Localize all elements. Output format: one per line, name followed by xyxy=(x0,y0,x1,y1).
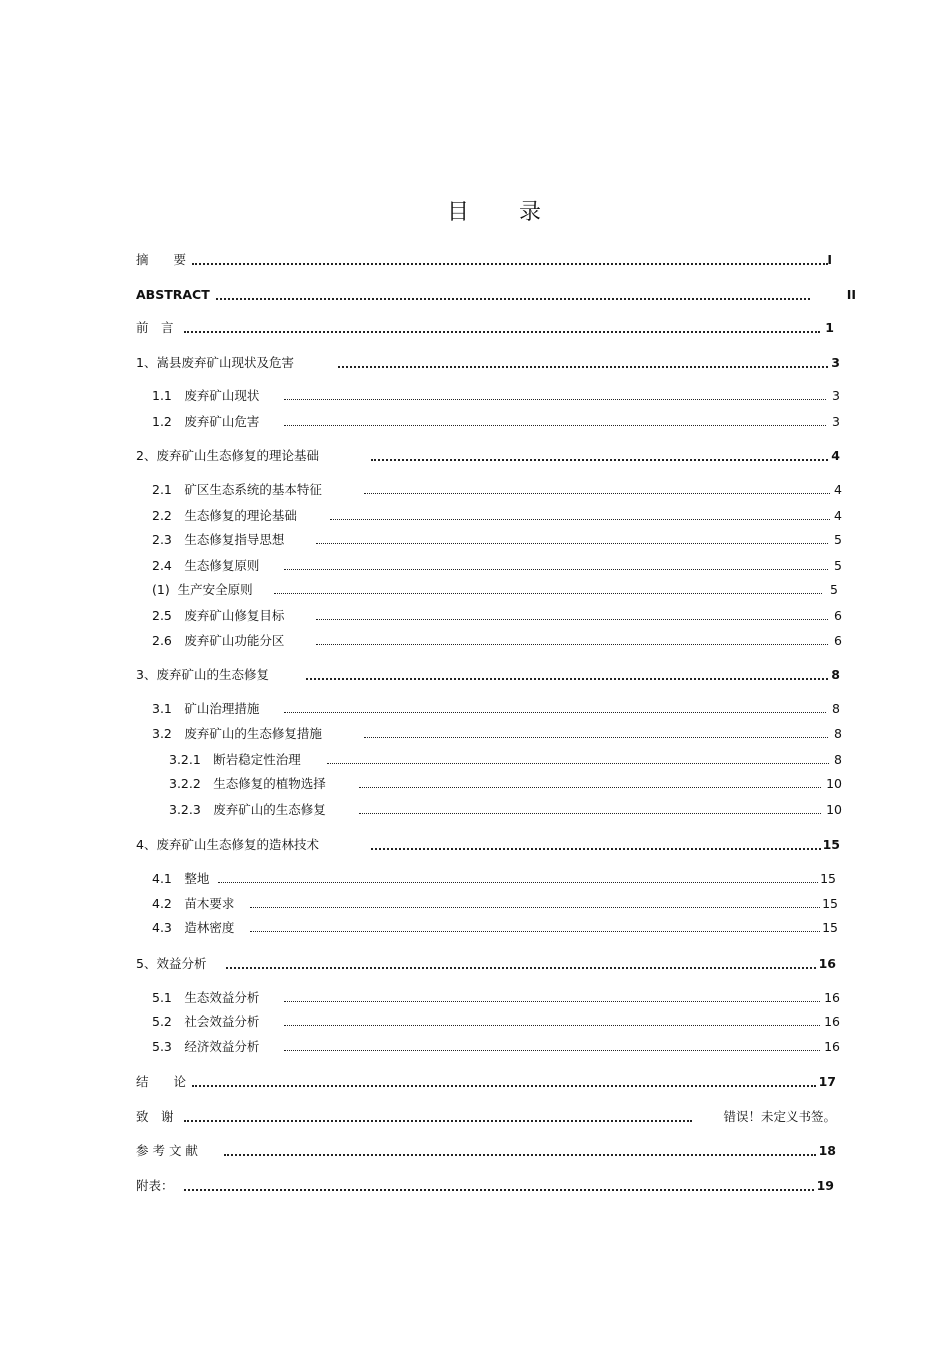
toc-leader xyxy=(364,493,830,494)
toc-leader xyxy=(284,425,826,426)
toc-entry-label: 2.6 废弃矿山功能分区 xyxy=(152,633,285,648)
toc-entry-label: 结 论 xyxy=(136,1074,187,1089)
toc-entry-label: 附表： xyxy=(136,1178,174,1193)
toc-entry-appendix[interactable] xyxy=(136,1177,836,1195)
toc-page-number: 16 xyxy=(818,956,836,971)
toc-entry-label: 前 言 xyxy=(136,320,174,335)
toc-entry-label: 1.1 废弃矿山现状 xyxy=(152,388,260,403)
toc-title: 目 录 xyxy=(446,200,543,225)
toc-entry-2-3[interactable] xyxy=(152,531,842,549)
toc-page-number: 6 xyxy=(834,633,842,648)
toc-entry-label: 5.2 社会效益分析 xyxy=(152,1014,260,1029)
toc-entry-label: 致 谢 xyxy=(136,1109,174,1124)
toc-page-number: 4 xyxy=(831,448,840,463)
toc-entry-4-1[interactable] xyxy=(152,870,836,888)
toc-entry-label: 4.1 整地 xyxy=(152,871,210,886)
toc-entry-abstract-cn[interactable] xyxy=(136,251,836,269)
toc-entry-1-2[interactable] xyxy=(152,413,840,431)
toc-entry-label: 2、废弃矿山生态修复的理论基础 xyxy=(136,448,319,463)
toc-leader xyxy=(284,1001,820,1002)
toc-page-number: 3 xyxy=(831,355,840,370)
toc-entry-label: 2.2 生态修复的理论基础 xyxy=(152,508,297,523)
toc-page-number: I xyxy=(827,252,832,267)
toc-leader xyxy=(284,1050,820,1051)
toc-entry-label: 2.5 废弃矿山修复目标 xyxy=(152,608,285,623)
toc-page-number: 8 xyxy=(832,701,840,716)
toc-entry-conclusion[interactable] xyxy=(136,1073,836,1091)
toc-page-number: 18 xyxy=(818,1143,836,1158)
toc-page-number: 3 xyxy=(832,414,840,429)
toc-page-number: 3 xyxy=(832,388,840,403)
toc-page-number: 16 xyxy=(824,990,840,1005)
toc-page-number: 8 xyxy=(834,752,842,767)
toc-page-number: 4 xyxy=(834,508,842,523)
toc-leader xyxy=(184,1189,814,1191)
toc-leader xyxy=(184,331,820,333)
toc-page-number: 5 xyxy=(830,582,838,597)
toc-entry-label: 1、嵩县废弃矿山现状及危害 xyxy=(136,355,294,370)
toc-leader xyxy=(371,459,828,461)
toc-page-number: 16 xyxy=(824,1014,840,1029)
toc-entry-label: 5、效益分析 xyxy=(136,956,207,971)
toc-leader xyxy=(316,644,828,645)
toc-entry-2-5[interactable] xyxy=(152,607,842,625)
toc-entry-chapter-2[interactable] xyxy=(136,447,841,465)
toc-entry-label: 3.2.2 生态修复的植物选择 xyxy=(169,776,326,791)
toc-entry-3-2-1[interactable] xyxy=(169,751,842,769)
toc-leader xyxy=(184,1120,692,1122)
toc-leader xyxy=(330,519,830,520)
toc-page-number: 4 xyxy=(834,482,842,497)
toc-entry-3-2[interactable] xyxy=(152,725,842,743)
toc-page-number: 15 xyxy=(820,871,836,886)
toc-entry-acknowledgements[interactable] xyxy=(136,1108,836,1126)
toc-entry-label: 2.3 生态修复指导思想 xyxy=(152,532,285,547)
toc-entry-4-2[interactable] xyxy=(152,895,838,913)
toc-entry-preface[interactable] xyxy=(136,319,836,337)
toc-leader xyxy=(284,569,828,570)
toc-entry-abstract-en[interactable] xyxy=(136,286,856,304)
toc-entry-3-2-2[interactable] xyxy=(169,775,842,793)
toc-page-number: 8 xyxy=(834,726,842,741)
toc-entry-chapter-4[interactable] xyxy=(136,836,841,854)
toc-leader xyxy=(316,619,828,620)
toc-page-number: 1 xyxy=(825,320,834,335)
toc-leader xyxy=(306,678,828,680)
toc-entry-5-2[interactable] xyxy=(152,1013,840,1031)
toc-leader xyxy=(218,882,818,883)
toc-leader xyxy=(192,263,828,265)
toc-entry-references[interactable] xyxy=(136,1142,836,1160)
toc-page-number: 15 xyxy=(822,896,838,911)
toc-page-number: 15 xyxy=(822,920,838,935)
toc-page-number: 16 xyxy=(824,1039,840,1054)
toc-entry-label: 3.2.1 断岩稳定性治理 xyxy=(169,752,301,767)
toc-page-number: 10 xyxy=(826,776,842,791)
toc-leader xyxy=(371,848,821,850)
toc-entry-chapter-1[interactable] xyxy=(136,354,841,372)
toc-entry-label: 2.4 生态修复原则 xyxy=(152,558,260,573)
toc-entry-5-3[interactable] xyxy=(152,1038,840,1056)
toc-leader xyxy=(338,366,828,368)
toc-entry-chapter-3[interactable] xyxy=(136,666,841,684)
toc-page-number: 15 xyxy=(822,837,840,852)
toc-entry-label: 5.1 生态效益分析 xyxy=(152,990,260,1005)
toc-entry-2-1[interactable] xyxy=(152,481,842,499)
toc-leader xyxy=(216,298,810,300)
toc-entry-label: 3.2 废弃矿山的生态修复措施 xyxy=(152,726,322,741)
toc-entry-2-4[interactable] xyxy=(152,557,842,575)
toc-entry-label: 4.3 造林密度 xyxy=(152,920,235,935)
toc-leader xyxy=(327,763,829,764)
toc-page-number: 5 xyxy=(834,558,842,573)
toc-entry-label: 3、废弃矿山的生态修复 xyxy=(136,667,269,682)
toc-entry-2-4-1[interactable] xyxy=(152,581,838,599)
toc-entry-label: 摘 要 xyxy=(136,252,187,267)
toc-entry-1-1[interactable] xyxy=(152,387,840,405)
toc-entry-label: ABSTRACT xyxy=(136,287,210,302)
toc-entry-label: 参 考 文 献 xyxy=(136,1143,198,1158)
toc-page-number: 6 xyxy=(834,608,842,623)
toc-entry-label: 5.3 经济效益分析 xyxy=(152,1039,260,1054)
toc-leader xyxy=(284,399,826,400)
toc-entry-3-1[interactable] xyxy=(152,700,840,718)
toc-page-number: 8 xyxy=(831,667,840,682)
toc-entry-label: 2.1 矿区生态系统的基本特征 xyxy=(152,482,322,497)
toc-leader xyxy=(359,813,821,814)
toc-page-number: 5 xyxy=(834,532,842,547)
toc-entry-4-3[interactable] xyxy=(152,919,838,937)
toc-entry-label: 3.1 矿山治理措施 xyxy=(152,701,260,716)
toc-entry-2-6[interactable] xyxy=(152,632,842,650)
toc-entry-label: 1.2 废弃矿山危害 xyxy=(152,414,260,429)
toc-leader xyxy=(284,1025,820,1026)
toc-entry-label: 4.2 苗木要求 xyxy=(152,896,235,911)
toc-page-number: 19 xyxy=(816,1178,834,1193)
toc-entry-2-2[interactable] xyxy=(152,507,842,525)
toc-leader xyxy=(226,967,816,969)
toc-leader xyxy=(192,1085,816,1087)
toc-leader xyxy=(274,593,822,594)
toc-page-number: 错误！未定义书签。 xyxy=(723,1109,836,1124)
toc-entry-label: 4、废弃矿山生态修复的造林技术 xyxy=(136,837,319,852)
toc-entry-chapter-5[interactable] xyxy=(136,955,836,973)
toc-page-number: 17 xyxy=(818,1074,836,1089)
toc-page-number: 10 xyxy=(826,802,842,817)
toc-entry-5-1[interactable] xyxy=(152,989,840,1007)
toc-entry-3-2-3[interactable] xyxy=(169,801,842,819)
toc-page-number: II xyxy=(846,287,856,302)
toc-leader xyxy=(364,737,828,738)
toc-leader xyxy=(224,1154,816,1156)
toc-leader xyxy=(316,543,828,544)
toc-leader xyxy=(284,712,826,713)
toc-entry-label: 3.2.3 废弃矿山的生态修复 xyxy=(169,802,326,817)
toc-leader xyxy=(250,931,820,932)
toc-entry-label: (1) 生产安全原则 xyxy=(152,582,253,597)
toc-leader xyxy=(250,907,820,908)
toc-leader xyxy=(359,787,821,788)
